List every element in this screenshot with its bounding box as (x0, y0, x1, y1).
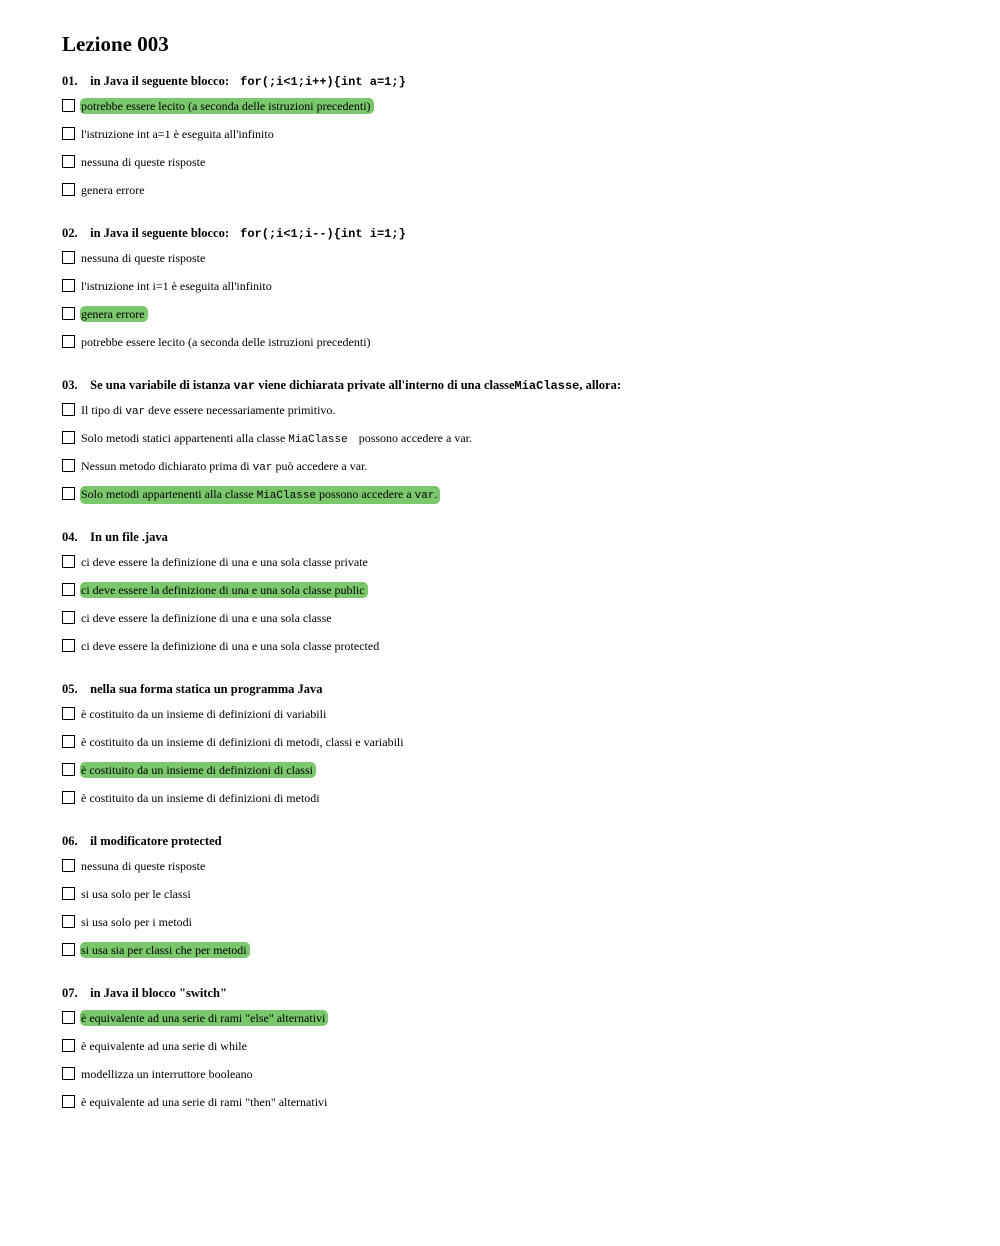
answer-option (62, 733, 962, 761)
answer-checkbox[interactable] (62, 155, 75, 168)
question-04 (62, 526, 962, 665)
answer-text: è equivalente ad una serie di while (81, 1039, 247, 1053)
answer-text: è equivalente ad una serie di rami "else" alternativi (80, 1010, 328, 1026)
answer-checkbox[interactable] (62, 943, 75, 956)
question-number: 06. (62, 834, 78, 848)
document-page (62, 30, 962, 1134)
answer-text: l'istruzione int i=1 è eseguita all'infinito (81, 279, 272, 293)
question-text: in Java il seguente blocco: (90, 226, 230, 240)
answer-option (62, 857, 962, 885)
answer-checkbox[interactable] (62, 307, 75, 320)
answer-checkbox[interactable] (62, 555, 75, 568)
answer-text-before: Solo metodi statici appartenenti alla classe (81, 431, 286, 445)
answer-text: si usa solo per le classi (81, 887, 191, 901)
answer-text: ci deve essere la definizione di una e una sola classe public (80, 582, 368, 598)
answer-option (62, 941, 962, 969)
answer-text-before: Nessun metodo dichiarato prima di (81, 459, 250, 473)
question-text: in Java il blocco "switch" (90, 986, 227, 1000)
question-code: for(;i<1;i++){int a=1;} (240, 75, 406, 89)
answer-option (62, 153, 962, 181)
question-text-middle: viene dichiarata private all'interno di una classe (258, 378, 515, 392)
answer-option (62, 401, 962, 429)
answer-text-before: Il tipo di (81, 403, 123, 417)
question-number: 07. (62, 986, 78, 1000)
answer-checkbox[interactable] (62, 183, 75, 196)
answer-option (62, 581, 962, 609)
answer-text-after: possono accedere a var. (358, 431, 472, 445)
answer-option (62, 637, 962, 665)
question-text: in Java il seguente blocco: (90, 74, 230, 88)
question-header (62, 830, 962, 857)
answer-option (62, 97, 962, 125)
answer-option (62, 125, 962, 153)
answer-option (62, 1037, 962, 1065)
answer-text (80, 458, 368, 476)
answer-checkbox[interactable] (62, 887, 75, 900)
answer-text: nessuna di queste risposte (81, 155, 206, 169)
answer-option (62, 485, 962, 513)
answer-checkbox[interactable] (62, 639, 75, 652)
question-code-var: var (233, 379, 256, 393)
answer-text: è costituito da un insieme di definizioni di metodi (81, 791, 320, 805)
answer-text-before: Solo metodi appartenenti alla classe (81, 487, 254, 501)
answer-text: nessuna di queste risposte (81, 859, 206, 873)
answer-checkbox[interactable] (62, 915, 75, 928)
question-number: 02. (62, 226, 78, 240)
answer-option (62, 277, 962, 305)
answer-option (62, 705, 962, 733)
answer-option (62, 913, 962, 941)
question-header (62, 982, 962, 1009)
answer-checkbox[interactable] (62, 707, 75, 720)
answer-checkbox[interactable] (62, 251, 75, 264)
answer-option (62, 609, 962, 637)
question-text-after: , allora: (579, 378, 622, 392)
answer-checkbox[interactable] (62, 335, 75, 348)
answer-checkbox[interactable] (62, 487, 75, 500)
answer-text-after: può accedere a var. (275, 459, 368, 473)
question-01 (62, 70, 962, 209)
answer-option (62, 1009, 962, 1037)
answer-option (62, 181, 962, 209)
question-number: 05. (62, 682, 78, 696)
question-header (62, 526, 962, 553)
question-03 (62, 374, 962, 513)
answer-option (62, 789, 962, 817)
answer-checkbox[interactable] (62, 99, 75, 112)
answer-text: si usa sia per classi che per metodi (80, 942, 250, 958)
answer-text: l'istruzione int a=1 è eseguita all'infinito (81, 127, 274, 141)
answer-checkbox[interactable] (62, 1039, 75, 1052)
answer-text (80, 486, 440, 504)
question-number: 01. (62, 74, 78, 88)
answer-code-2: var (414, 490, 435, 502)
question-text: Se una variabile di istanza (90, 378, 231, 392)
answer-option (62, 305, 962, 333)
question-text: In un file .java (90, 530, 168, 544)
answer-checkbox[interactable] (62, 279, 75, 292)
answer-code: MiaClasse (288, 434, 348, 446)
answer-text: è costituito da un insieme di definizioni di classi (80, 762, 316, 778)
answer-text-after: deve essere necessariamente primitivo. (148, 403, 336, 417)
answer-option (62, 457, 962, 485)
answer-checkbox[interactable] (62, 763, 75, 776)
answer-checkbox[interactable] (62, 735, 75, 748)
answer-text: è costituito da un insieme di definizioni di variabili (81, 707, 327, 721)
answer-checkbox[interactable] (62, 791, 75, 804)
answer-text: è equivalente ad una serie di rami "then" alternativi (81, 1095, 328, 1109)
question-code-class: MiaClasse (514, 379, 580, 393)
answer-option (62, 553, 962, 581)
answer-text: potrebbe essere lecito (a seconda delle istruzioni precedenti) (81, 335, 371, 349)
answer-checkbox[interactable] (62, 611, 75, 624)
question-05 (62, 678, 962, 817)
answer-text (80, 402, 336, 420)
page-title: Lezione 003 (62, 32, 169, 56)
answer-option (62, 249, 962, 277)
answer-text: si usa solo per i metodi (81, 915, 192, 929)
question-header (62, 70, 962, 97)
answer-text: potrebbe essere lecito (a seconda delle istruzioni precedenti) (80, 98, 374, 114)
answer-code: var (125, 406, 146, 418)
answer-option (62, 761, 962, 789)
question-text: nella sua forma statica un programma Java (90, 682, 323, 696)
answer-option (62, 1093, 962, 1121)
question-number: 04. (62, 530, 78, 544)
question-06 (62, 830, 962, 969)
question-code: for(;i<1;i--){int i=1;} (240, 227, 406, 241)
answer-checkbox[interactable] (62, 1095, 75, 1108)
question-02 (62, 222, 962, 361)
question-header (62, 678, 962, 705)
answer-code: var (252, 462, 273, 474)
question-header (62, 222, 962, 249)
answer-checkbox[interactable] (62, 459, 75, 472)
answer-checkbox[interactable] (62, 127, 75, 140)
answer-checkbox[interactable] (62, 1011, 75, 1024)
answer-checkbox[interactable] (62, 403, 75, 416)
answer-code: MiaClasse (256, 490, 317, 502)
answer-text: ci deve essere la definizione di una e una sola classe private (81, 555, 368, 569)
answer-checkbox[interactable] (62, 1067, 75, 1080)
question-header (62, 374, 962, 401)
answer-text: nessuna di queste risposte (81, 251, 206, 265)
question-07 (62, 982, 962, 1121)
answer-option (62, 429, 962, 457)
answer-option (62, 1065, 962, 1093)
answer-checkbox[interactable] (62, 431, 75, 444)
answer-text: genera errore (81, 183, 145, 197)
answer-checkbox[interactable] (62, 859, 75, 872)
question-text: il modificatore protected (90, 834, 222, 848)
answer-text: è costituito da un insieme di definizioni di metodi, classi e variabili (81, 735, 404, 749)
answer-text: ci deve essere la definizione di una e una sola classe (81, 611, 332, 625)
answer-option (62, 885, 962, 913)
answer-text: modellizza un interruttore booleano (81, 1067, 253, 1081)
answer-text (80, 430, 473, 448)
answer-text-after-2: . (434, 487, 438, 501)
answer-text: genera errore (80, 306, 148, 322)
answer-option (62, 333, 962, 361)
answer-text-after: possono accedere a (319, 487, 412, 501)
answer-checkbox[interactable] (62, 583, 75, 596)
question-number: 03. (62, 378, 78, 392)
answer-text: ci deve essere la definizione di una e una sola classe protected (81, 639, 380, 653)
